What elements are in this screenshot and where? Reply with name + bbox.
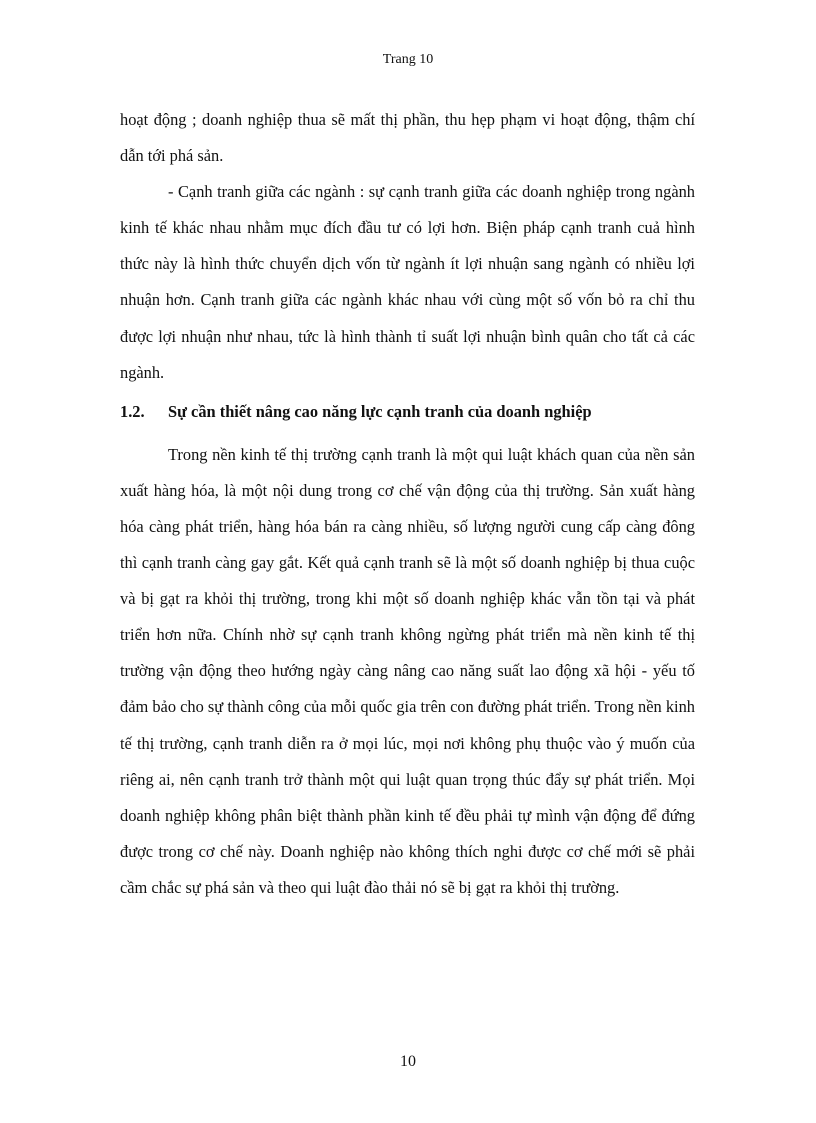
document-body [120,102,695,906]
page-header-title: Trang 10 [382,52,434,67]
page-number: 10 [400,1053,416,1070]
paragraph-market-competition: Trong nền kinh tế thị trường cạnh tranh là một qui luật khách quan của nền sản xuất hàng hóa, là một nội dung trong cơ chế vận động của thị trường. Sản xuất hàng hóa càng phát triển, hàng hóa bán ra càng nhiều, số lượng người cung cấp càng đông thì cạnh tranh càng gay gắt. Kết quả cạnh tranh sẽ là một số doanh nghiệp bị thua cuộc và bị gạt ra khỏi thị trường, trong khi một số doanh nghiệp khác vẫn tồn tại và phát triển hơn nữa. Chính nhờ sự cạnh tranh không ngừng phát triển mà nền kinh tế thị trường vận động theo hướng ngày càng nâng cao năng suất lao động xã hội - yếu tố đảm bảo cho sự thành công của mỗi quốc gia trên con đường phát triển. Trong nền kinh tế thị trường, cạnh tranh diễn ra ở mọi lúc, mọi nơi không phụ thuộc vào ý muốn của riêng ai, nên cạnh tranh trở thành một qui luật quan trọng thúc đẩy sự phát triển. Mọi doanh nghiệp không phân biệt thành phần kinh tế đều phải tự mình vận động để đứng được trong cơ chế này. Doanh nghiệp nào không thích nghi được cơ chế mới sẽ phải cầm chắc sự phá sản và theo qui luật đào thải nó sẽ bị gạt ra khỏi thị trường. [120,444,695,897]
paragraph-continuation: hoạt động ; doanh nghiệp thua sẽ mất thị phần, thu hẹp phạm vi hoạt động, thậm chí dẫn tới phá sản. [120,110,695,166]
section-heading-title: Sự cần thiết nâng cao năng lực cạnh tranh của doanh nghiệp [168,401,592,421]
paragraph-industry-competition: - Cạnh tranh giữa các ngành : sự cạnh tranh giữa các doanh nghiệp trong ngành kinh tế khác nhau nhằm mục đích đầu tư có lợi hơn. Biện pháp cạnh tranh cuả hình thức này là hình thức chuyển dịch vốn từ ngành ít lợi nhuận sang ngành có nhiều lợi nhuận hơn. Cạnh tranh giữa các ngành khác nhau với cùng một số vốn bỏ ra chỉ thu được lợi nhuận như nhau, tức là hình thành tỉ suất lợi nhuận bình quân cho tất cả các ngành. [120,182,695,382]
section-heading [120,395,695,429]
section-heading-number: 1.2. [120,401,145,421]
